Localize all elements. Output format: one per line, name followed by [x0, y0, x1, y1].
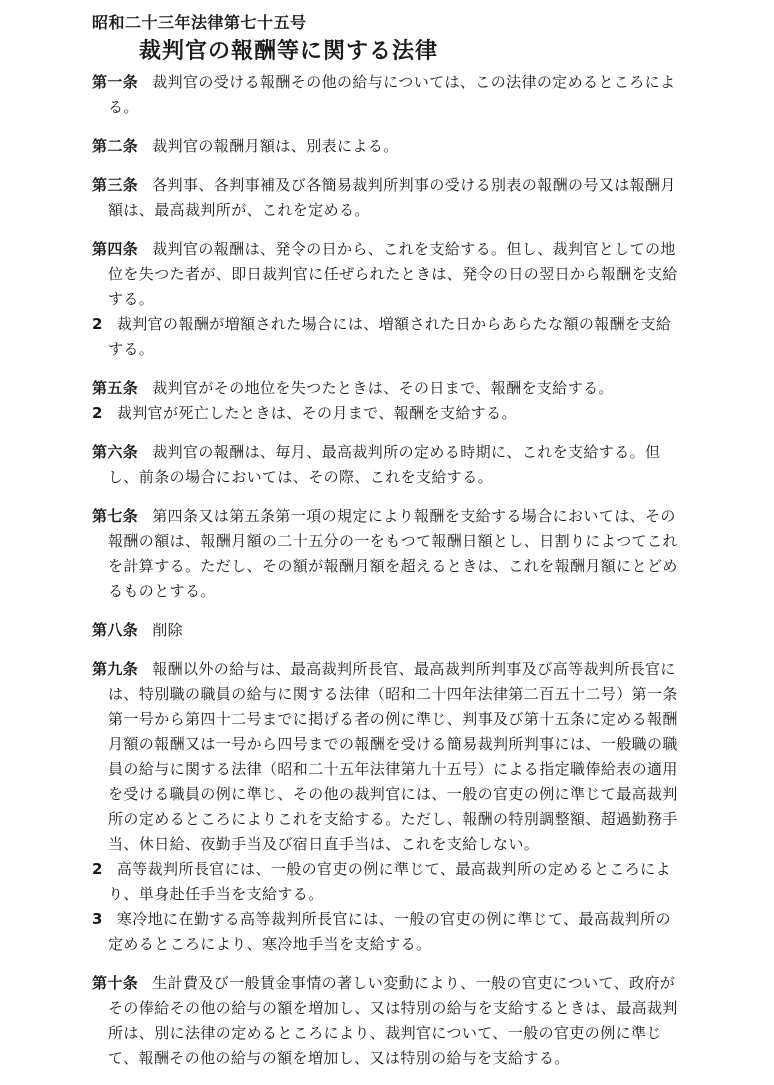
paragraph-text: 裁判官の報酬は、毎月、最高裁判所の定める時期に、これを支給する。但し、前条の場合においては、その際、これを支給する。: [108, 443, 661, 486]
paragraph-number: 2: [92, 404, 103, 422]
paragraph-text: 削除: [152, 621, 184, 639]
article-first-paragraph: [92, 70, 682, 120]
article: [92, 657, 682, 957]
article-first-paragraph: [92, 237, 682, 312]
paragraph-text: 裁判官の報酬が増額された場合には、増額された日からあらたな額の報酬を支給する。: [108, 315, 672, 358]
article-first-paragraph: [92, 618, 682, 643]
article-paragraph: [92, 401, 682, 426]
article: [92, 504, 682, 604]
article-label: 第五条: [92, 379, 139, 397]
paragraph-number: 2: [92, 315, 103, 333]
article-label: 第四条: [92, 240, 139, 258]
paragraph-text: 裁判官の報酬月額は、別表による。: [152, 137, 399, 155]
paragraph-text: 裁判官が死亡したときは、その月まで、報酬を支給する。: [116, 404, 517, 422]
article: [92, 134, 682, 159]
article-paragraph: [92, 857, 682, 907]
article-label: 第八条: [92, 621, 139, 639]
article-label: 第一条: [92, 73, 139, 91]
law-number: 昭和二十三年法律第七十五号: [92, 13, 307, 32]
article: [92, 173, 682, 223]
law-title: 裁判官の報酬等に関する法律: [139, 39, 439, 64]
article-label: 第九条: [92, 660, 139, 678]
article-first-paragraph: [92, 504, 682, 604]
paragraph-text: 高等裁判所長官には、一般の官吏の例に準じて、最高裁判所の定めるところにより、単身赴任手当を支給する。: [108, 860, 671, 903]
paragraph-text: 各判事、各判事補及び各簡易裁判所判事の受ける別表の報酬の号又は報酬月額は、最高裁判所が、これを定める。: [108, 176, 676, 219]
article-first-paragraph: [92, 440, 682, 490]
article: [92, 70, 682, 120]
paragraph-text: 生計費及び一般賃金事情の著しい変動により、一般の官吏について、政府がその俸給その他の給与の額を増加し、又は特別の給与を支給するときは、最高裁判所は、別に法律の定めるところにより、裁判官について、一般の官吏の例に準じて、報酬その他の給与の額を増加し、又は特別の給与を支給する。: [108, 974, 678, 1067]
article-paragraph: [92, 907, 682, 957]
article-paragraph: [92, 312, 682, 362]
paragraph-number: 2: [92, 860, 103, 878]
article-label: 第六条: [92, 443, 139, 461]
law-body: [92, 70, 682, 1085]
article: [92, 376, 682, 426]
paragraph-text: 裁判官がその地位を失つたときは、その日まで、報酬を支給する。: [152, 379, 614, 397]
article-label: 第三条: [92, 176, 139, 194]
article-first-paragraph: [92, 173, 682, 223]
article-label: 第二条: [92, 137, 139, 155]
article: [92, 237, 682, 362]
paragraph-text: 裁判官の報酬は、発令の日から、これを支給する。但し、裁判官としての地位を失つた者が、即日裁判官に任ぜられたときは、発令の日の翌日から報酬を支給する。: [108, 240, 678, 308]
article: [92, 618, 682, 643]
paragraph-text: 報酬以外の給与は、最高裁判所長官、最高裁判所判事及び高等裁判所長官には、特別職の職員の給与に関する法律（昭和二十四年法律第二百五十二号）第一条第一号から第四十二号までに掲げる者の例に準じ、判事及び第十五条に定める報酬月額の報酬又は一号から四号までの報酬を受ける簡易裁判所判事には、一般職の職員の給与に関する法律（昭和二十五年法律第九十五号）による指定職俸給表の適用を受ける職員の例に準じ、その他の裁判官には、一般の官吏の例に準じて最高裁判所の定めるところによりこれを支給する。ただし、報酬の特別調整額、超過勤務手当、休日給、夜勤手当及び宿日直手当は、これを支給しない。: [108, 660, 678, 853]
paragraph-text: 寒冷地に在勤する高等裁判所長官には、一般の官吏の例に準じて、最高裁判所の定めるところにより、寒冷地手当を支給する。: [108, 910, 671, 953]
article-label: 第十条: [92, 974, 139, 992]
article-first-paragraph: [92, 134, 682, 159]
paragraph-number: 3: [92, 910, 103, 928]
article-first-paragraph: [92, 657, 682, 857]
paragraph-text: 第四条又は第五条第一項の規定により報酬を支給する場合においては、その報酬の額は、報酬月額の二十五分の一をもつて報酬日額とし、日割りによつてこれを計算する。ただし、その額が報酬月額を超えるときは、これを報酬月額にとどめるものとする。: [108, 507, 678, 600]
article: [92, 971, 682, 1071]
article-first-paragraph: [92, 971, 682, 1071]
paragraph-text: 裁判官の受ける報酬その他の給与については、この法律の定めるところによる。: [108, 73, 676, 116]
article: [92, 440, 682, 490]
article-first-paragraph: [92, 376, 682, 401]
article-label: 第七条: [92, 507, 139, 525]
